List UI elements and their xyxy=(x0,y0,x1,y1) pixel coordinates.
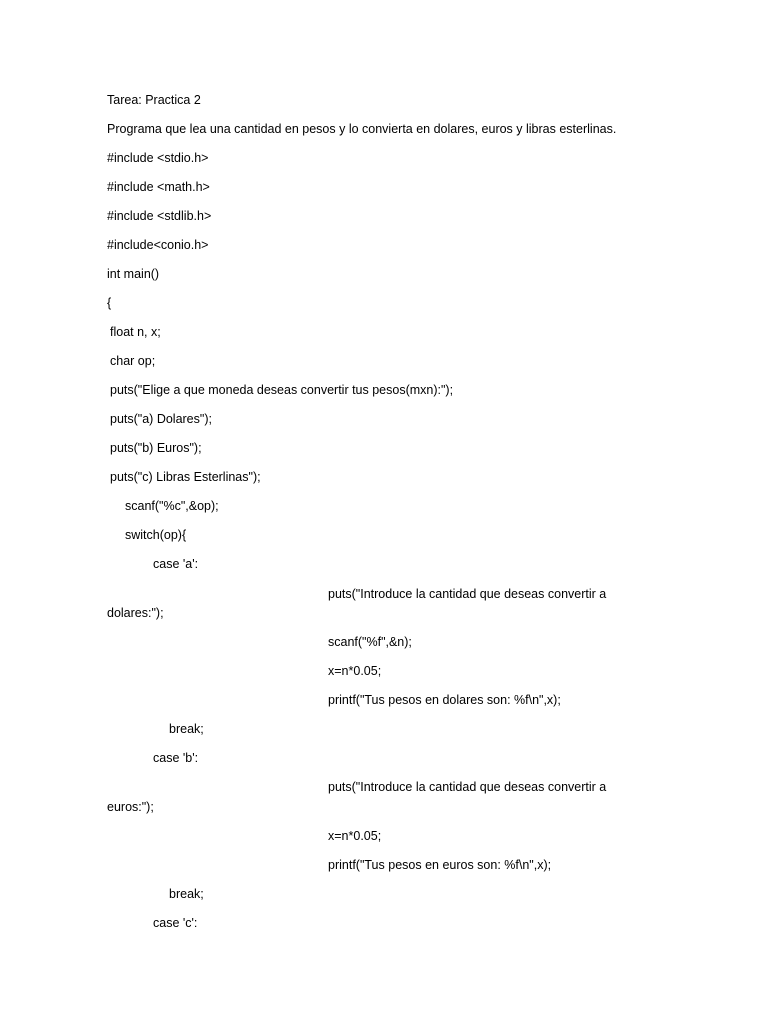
code-line: break; xyxy=(169,887,204,901)
code-line: float n, x; xyxy=(110,325,161,339)
code-line: puts("Elige a que moneda deseas convertir tus pesos(mxn):"); xyxy=(110,383,454,397)
code-line: { xyxy=(107,296,112,310)
code-line: scanf("%f",&n); xyxy=(328,635,412,649)
code-line: x=n*0.05; xyxy=(328,664,382,678)
document-title: Tarea: Practica 2 xyxy=(107,93,201,107)
code-line: dolares:"); xyxy=(107,606,164,620)
code-line: scanf("%c",&op); xyxy=(125,499,219,513)
code-line: puts("b) Euros"); xyxy=(110,441,202,455)
code-line: case 'b': xyxy=(153,751,199,765)
code-line: puts("Introduce la cantidad que deseas convertir a xyxy=(328,587,607,601)
code-line: #include <stdlib.h> xyxy=(107,209,212,223)
code-line: puts("c) Libras Esterlinas"); xyxy=(110,470,261,484)
code-line: euros:"); xyxy=(107,800,154,814)
code-line: #include <math.h> xyxy=(107,180,210,194)
code-line: #include <stdio.h> xyxy=(107,151,209,165)
code-line: #include<conio.h> xyxy=(107,238,209,252)
code-line: puts("a) Dolares"); xyxy=(110,412,212,426)
code-line: int main() xyxy=(107,267,160,281)
code-line: switch(op){ xyxy=(125,528,187,542)
code-line: break; xyxy=(169,722,204,736)
code-line: case 'a': xyxy=(153,557,199,571)
document-description: Programa que lea una cantidad en pesos y lo convierta en dolares, euros y libras esterlinas. xyxy=(107,122,617,136)
code-line: x=n*0.05; xyxy=(328,829,382,843)
code-line: puts("Introduce la cantidad que deseas convertir a xyxy=(328,780,607,794)
code-line: printf("Tus pesos en euros son: %f\n",x); xyxy=(328,858,552,872)
code-line: char op; xyxy=(110,354,156,368)
code-line: case 'c': xyxy=(153,916,198,930)
code-line: printf("Tus pesos en dolares son: %f\n",x); xyxy=(328,693,561,707)
